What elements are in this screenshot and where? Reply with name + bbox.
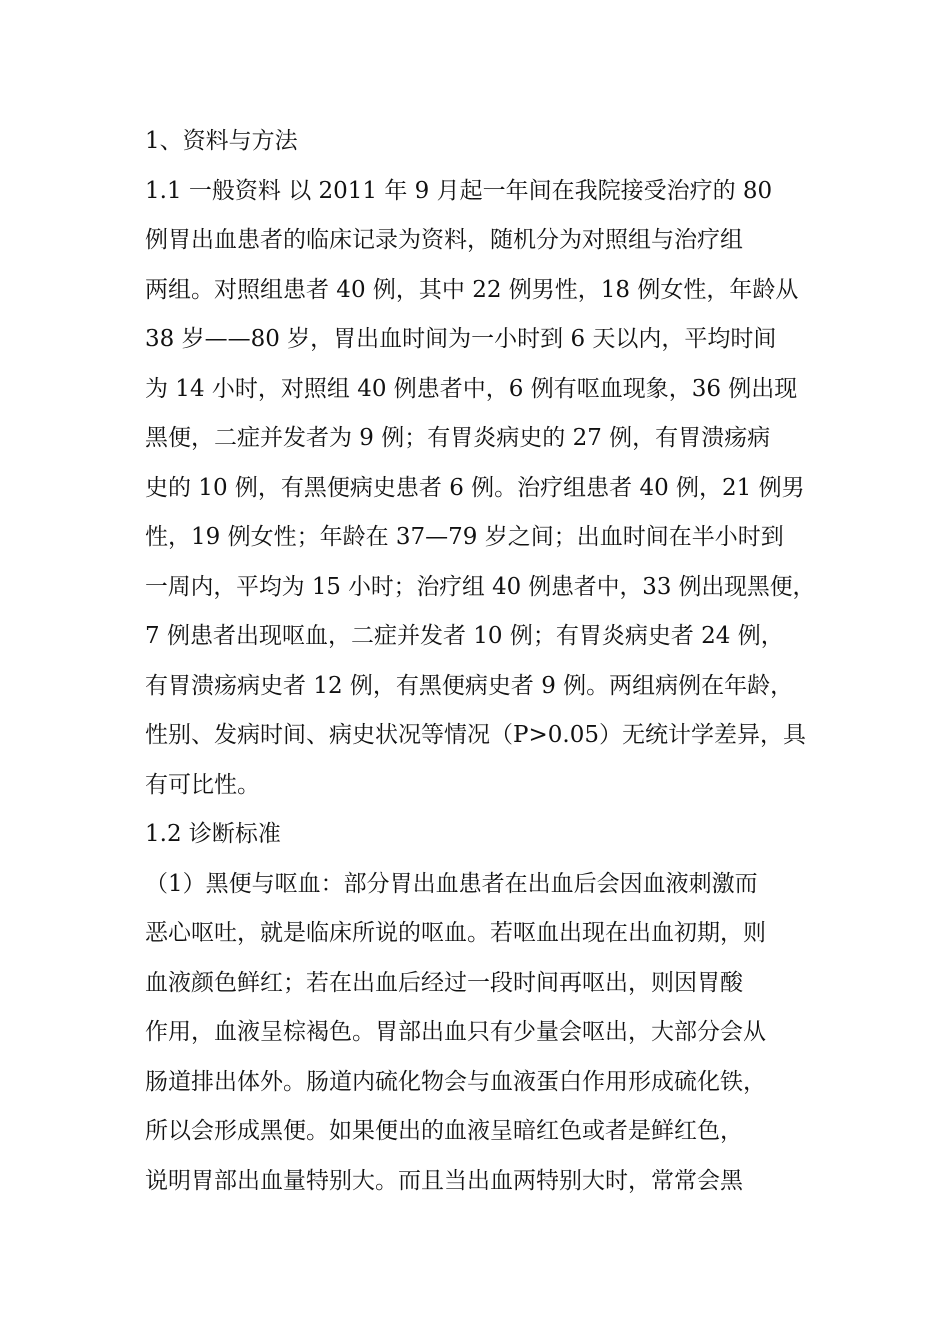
text-line: 肠道排出体外。肠道内硫化物会与血液蛋白作用形成硫化铁， — [145, 1068, 766, 1095]
text-line: 有胃溃疡病史者 12 例，有黑便病史者 9 例。两组病例在年龄， — [145, 672, 794, 699]
text-line: 有可比性。 — [145, 771, 260, 798]
text-line: 性，19 例女性；年龄在 37—79 岁之间；出血时间在半小时到 — [145, 524, 784, 550]
text-line: 黑便，二症并发者为 9 例；有胃炎病史的 27 例，有胃溃疡病 — [145, 425, 771, 451]
text-line: 1.1 一般资料 以 2011 年 9 月起一年间在我院接受治疗的 80 — [145, 177, 773, 204]
text-line: 恶心呕吐，就是临床所说的呕血。若呕血出现在出血初期，则 — [145, 920, 766, 946]
text-line: 说明胃部出血量特别大。而且当出血两特别大时，常常会黑 — [145, 1167, 743, 1194]
text-line: 作用，血液呈棕褐色。胃部出血只有少量会呕出，大部分会从 — [145, 1019, 766, 1045]
text-line: 7 例患者出现呕血，二症并发者 10 例；有胃炎病史者 24 例， — [145, 623, 784, 649]
text-line: 所以会形成黑便。如果便出的血液呈暗红色或者是鲜红色， — [145, 1118, 743, 1144]
text-line: 性别、发病时间、病史状况等情况（P>0.05）无统计学差异，具 — [145, 722, 806, 748]
text-line: 血液颜色鲜红；若在出血后经过一段时间再呕出，则因胃酸 — [145, 969, 743, 996]
text-line: 为 14 小时，对照组 40 例患者中，6 例有呕血现象，36 例出现 — [145, 375, 798, 402]
text-line: （1）黑便与呕血：部分胃出血患者在出血后会因血液刺激而 — [145, 870, 758, 897]
text-line: 一周内，平均为 15 小时；治疗组 40 例患者中，33 例出现黑便， — [145, 573, 816, 600]
text-line: 1、资料与方法 — [145, 128, 298, 154]
text-line: 例胃出血患者的临床记录为资料，随机分为对照组与治疗组 — [145, 227, 743, 253]
text-line: 38 岁——80 岁，胃出血时间为一小时到 6 天以内，平均时间 — [145, 326, 777, 352]
text-line: 两组。对照组患者 40 例，其中 22 例男性，18 例女性，年龄从 — [145, 276, 799, 303]
text-line: 史的 10 例，有黑便病史患者 6 例。治疗组患者 40 例，21 例男 — [145, 474, 805, 501]
text-line: 1.2 诊断标准 — [145, 821, 281, 847]
